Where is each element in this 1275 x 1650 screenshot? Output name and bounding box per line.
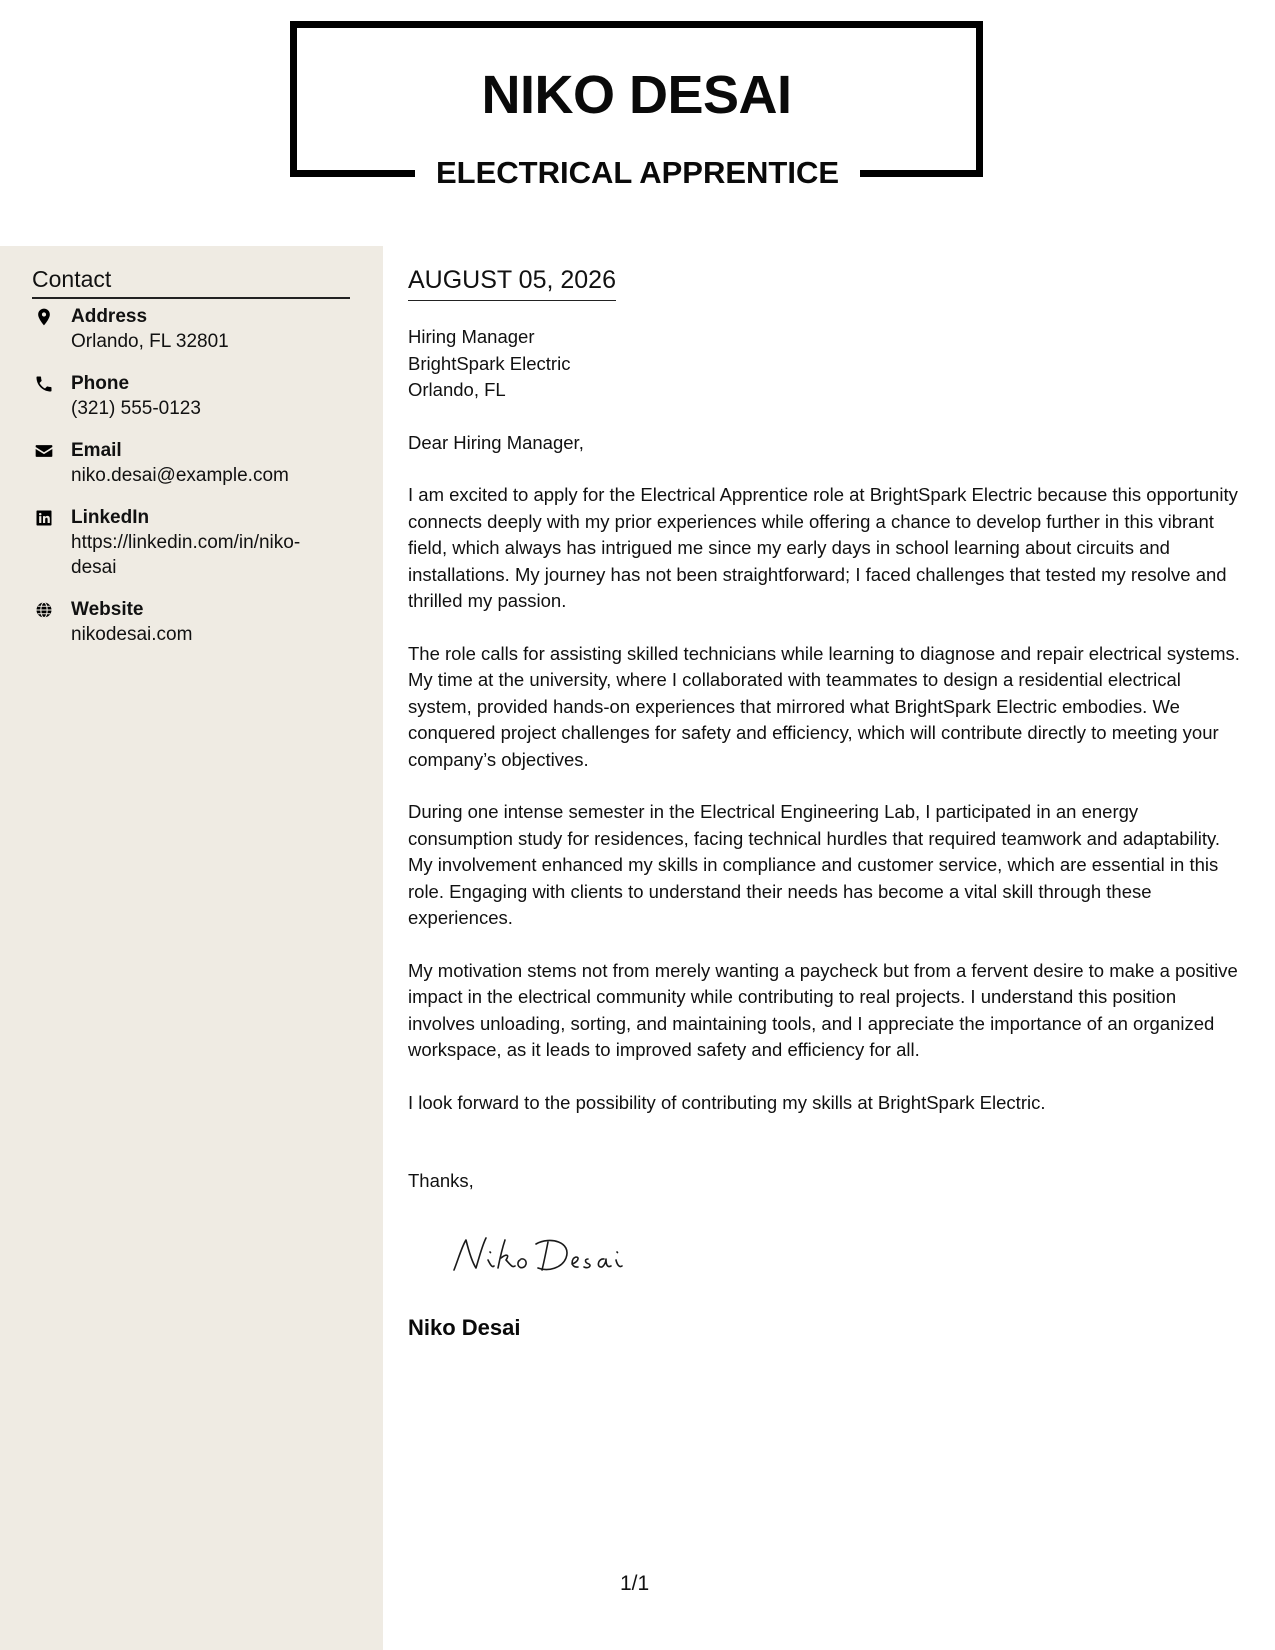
website-value[interactable]: nikodesai.com [71, 624, 193, 645]
contact-item-phone [32, 371, 362, 421]
recipient-line: BrightSpark Electric [408, 352, 571, 374]
recipient-line: Orlando, FL [408, 379, 506, 400]
letter-header [0, 0, 1275, 246]
contact-label: Phone [71, 373, 130, 394]
paragraph: The role calls for assisting skilled technicians while learning to diagnose and repair electrical systems. My time at the university, where I collaborated with teammates to design a residential electrical system, provided hands-on experiences that mirrored what BrightSpark Electric embodies. We conquered project challenges for safety and efficiency, which will contribute directly to meeting your company’s objectives. [408, 642, 1240, 770]
contact-label: LinkedIn [71, 507, 150, 528]
paragraph: My motivation stems not from merely wanting a paycheck but from a fervent desire to make a positive impact in the electrical community while contributing to real projects. I understand this position involves unloading, sorting, and maintaining tools, and I appreciate the importance of an organized workspace, as it leads to improved safety and efficiency for all. [408, 959, 1238, 1060]
contact-label: Website [71, 599, 144, 620]
paragraph: During one intense semester in the Electrical Engineering Lab, I participated in an energy consumption study for residences, facing technical hurdles that required teamwork and adaptability. My involvement enhanced my skills in compliance and customer service, which are essential in this role. Engaging with clients to understand their needs has become a vital skill through these experiences. [408, 801, 1221, 928]
frame-bottom-right-bar [860, 170, 983, 177]
recipient-block [408, 324, 570, 404]
linkedin-icon [34, 508, 54, 528]
envelope-icon [34, 441, 54, 461]
phone-icon [34, 374, 54, 394]
applicant-name: NIKO DESAI [481, 65, 792, 125]
map-pin-icon [34, 307, 54, 327]
letter-date: AUGUST 05, 2026 [408, 262, 616, 301]
closing: Thanks, [408, 1170, 474, 1191]
paragraph: I am excited to apply for the Electrical Apprentice role at BrightSpark Electric because this opportunity connects deeply with my prior experiences while offering a chance to develop further in this vibrant field, which always has intrigued me since my early days in school learning about circuits and installations. My journey has not been straightforward; I faced challenges that tested my resolve and thrilled my passion. [408, 484, 1238, 611]
address-value: Orlando, FL 32801 [71, 331, 229, 352]
contact-heading: Contact [32, 262, 350, 299]
page-number: 1/1 [620, 1572, 650, 1595]
contact-label: Address [71, 306, 148, 327]
globe-icon [34, 600, 54, 620]
letter-paragraphs [408, 482, 1248, 1142]
handwritten-signature [448, 1230, 648, 1280]
paragraph: I look forward to the possibility of contributing my skills at BrightSpark Electric. [408, 1091, 1046, 1113]
contact-item-email [32, 438, 362, 488]
contact-sidebar [0, 246, 383, 1650]
linkedin-value[interactable]: https://linkedin.com/in/niko-desai [71, 532, 301, 578]
email-value[interactable]: niko.desai@example.com [71, 465, 289, 486]
contact-label: Email [71, 440, 122, 461]
contact-item-linkedin [32, 505, 362, 580]
phone-value: (321) 555-0123 [71, 398, 201, 419]
contact-list [32, 304, 362, 664]
job-title: ELECTRICAL APPRENTICE [435, 155, 840, 190]
frame-bottom-left-bar [290, 170, 415, 177]
salutation: Dear Hiring Manager, [408, 432, 584, 453]
contact-item-website [32, 597, 362, 647]
contact-item-address [32, 304, 362, 354]
recipient-line: Hiring Manager [408, 326, 535, 347]
signer-name: Niko Desai [408, 1315, 521, 1340]
